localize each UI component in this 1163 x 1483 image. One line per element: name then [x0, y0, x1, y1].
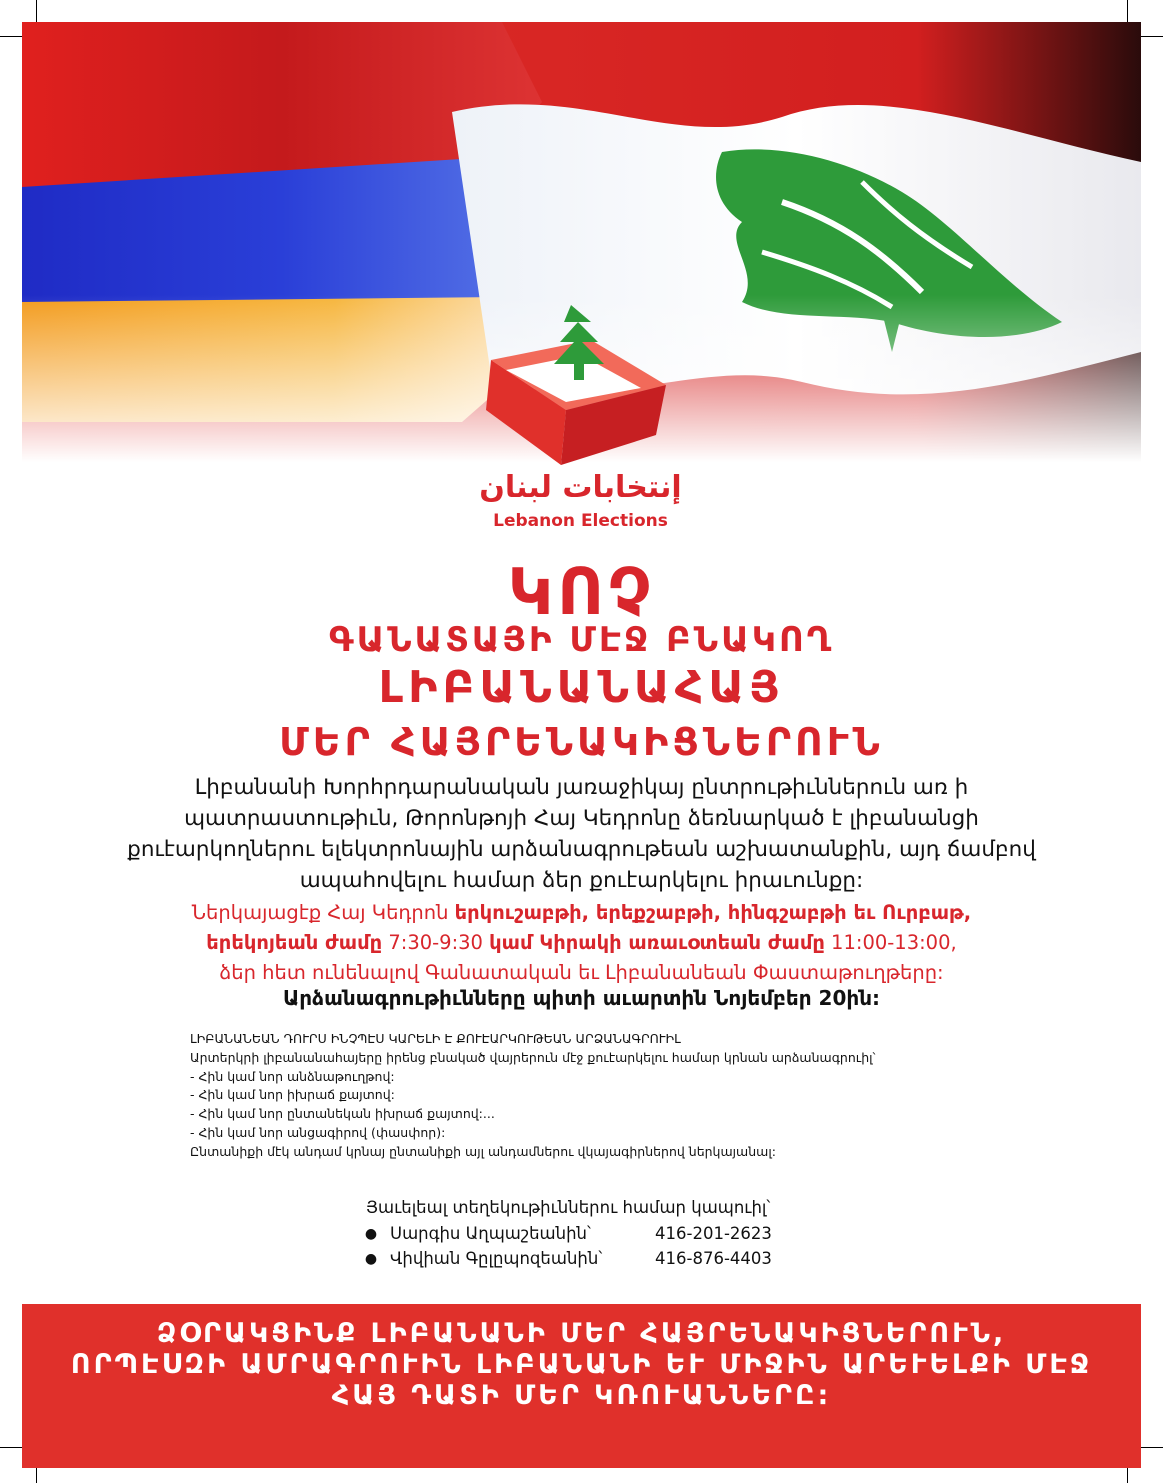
- requirements-line: Արտերկրի լիբանանահայերը իրենց բնակած վայրերուն մէջ քուէարկելու համար կրնան արձանագրուիլ՝: [190, 1049, 876, 1065]
- crop-mark: [0, 1447, 22, 1448]
- headline-line-2: ԳԱՆԱՏԱՅԻ ՄԷՋ ԲՆԱԿՈՂ: [328, 620, 835, 660]
- crop-mark: [0, 36, 22, 37]
- requirements-line: - Հին կամ նոր անցագիրով (փասփոր):: [190, 1124, 446, 1140]
- schedule-sunday: կամ Կիրակի առաւօտեան ժամը: [489, 931, 825, 954]
- logo-arabic-text: إنتخابات لبنان: [479, 470, 682, 505]
- footer-line: ՀԱՅ ԴԱՏԻ ՄԵՐ ԿՌՈՒԱՆՆԵՐԸ:: [331, 1380, 832, 1411]
- crop-mark: [1141, 1447, 1163, 1448]
- schedule-text: Ներկայացէք Հայ Կեդրոն: [191, 901, 455, 924]
- crop-mark: [36, 0, 37, 22]
- requirements-line: - Հին կամ նոր իխրաճ քայտով:: [190, 1087, 395, 1103]
- footer-line: ՁՕՐԱԿՑԻՆՔ ԼԻԲԱՆԱՆԻ ՄԵՐ ՀԱՅՐԵՆԱԿԻՑՆԵՐՈՒՆ,: [156, 1318, 1007, 1349]
- footer-line: ՈՐՊԷՍԶԻ ԱՄՐԱԳՐՈՒԻՆ ԼԻԲԱՆԱՆԻ ԵՒ ՄԻՋԻՆ ԱՐԵՒԵԼՔԻ ՄԷՋ: [70, 1349, 1093, 1380]
- intro-line: քուէարկողներու ելեկտրոնային արձանագրութեան աշխատանքին, այդ ճամբով: [127, 837, 1036, 862]
- contact-row: [352, 1221, 852, 1246]
- contact-name: Վիվիան Գըլըպոզեանին՝: [390, 1249, 603, 1268]
- schedule-evening-time: 7:30-9:30: [382, 931, 490, 954]
- schedule-days: երկուշաբթի, երեքշաբթի, հինգշաբթի եւ Ուրբաթ,: [454, 901, 972, 924]
- bullet-icon: ●: [364, 1225, 378, 1242]
- requirements-heading: ԼԻԲԱՆԱՆԵԱՆ ԴՈՒՐՍ ԻՆՉՊԷՍ ԿԱՐԵԼԻ Է ՔՈՒԷԱՐԿՈՒԹԵԱՆ ԱՐՁԱՆԱԳՐՈՒԻԼ: [190, 1031, 681, 1046]
- intro-line: ապահովելու համար ձեր քուէարկելու իրաւունքը:: [299, 868, 864, 893]
- requirements-line: - Հին կամ նոր անձնաթուղթով:: [190, 1068, 395, 1084]
- ballot-box-logo: [486, 300, 676, 470]
- intro-line: Լիբանանի Խորհրդարանական յառաջիկայ ընտրութիւններուն առ ի: [194, 775, 969, 800]
- requirements-line: Ընտանիքի մէկ անդամ կրնայ ընտանիքի այլ անդամներու վկայագիրներով ներկայանալ:: [190, 1143, 776, 1159]
- crop-mark: [1127, 0, 1128, 22]
- contact-section: [352, 1198, 852, 1271]
- schedule-paragraph: [90, 898, 1073, 988]
- headline-line-4: ՄԵՐ ՀԱՅՐԵՆԱԿԻՑՆԵՐՈՒՆ: [279, 720, 884, 764]
- bullet-icon: ●: [364, 1250, 378, 1267]
- headline-line-1: ԿՈՉ: [507, 556, 656, 630]
- schedule-line-3: ձեր հետ ունենալով Գանատական եւ Լիբանանեան Փաստաթուղթերը:: [219, 961, 944, 984]
- intro-paragraph: [90, 772, 1073, 896]
- schedule-sunday-time: 11:00-13:00,: [824, 931, 957, 954]
- schedule-evening: երեկոյեան ժամը: [206, 931, 383, 954]
- headline-line-3: ԼԻԲԱՆԱՆԱՀԱՅ: [378, 662, 785, 713]
- crop-mark: [1141, 36, 1163, 37]
- schedule-line-1: [90, 898, 1073, 928]
- contact-phone: 416-201-2623: [655, 1224, 772, 1243]
- contact-name: Սարգիս Աղպաշեանին՝: [390, 1224, 591, 1243]
- contact-row: [352, 1246, 852, 1271]
- schedule-line-2: [90, 928, 1073, 958]
- requirements-line: - Հին կամ նոր ընտանեկան իխրաճ քայտով:...: [190, 1106, 495, 1122]
- requirements-list: [190, 1030, 950, 1162]
- intro-line: պատրաստութիւն, Թորոնթոյի Հայ Կեդրոնը ձեռնարկած է լիբանանցի: [184, 806, 979, 831]
- logo-latin-text: Lebanon Elections: [493, 511, 668, 531]
- contact-phone: 416-876-4403: [655, 1249, 772, 1268]
- contact-title: Յաւելեալ տեղեկութիւններու համար կապուիլ՝: [366, 1198, 771, 1217]
- footer-banner: [22, 1304, 1141, 1468]
- deadline-text: Արձանագրութիւնները պիտի աւարտին Նոյեմբեր 20ին:: [282, 986, 881, 1010]
